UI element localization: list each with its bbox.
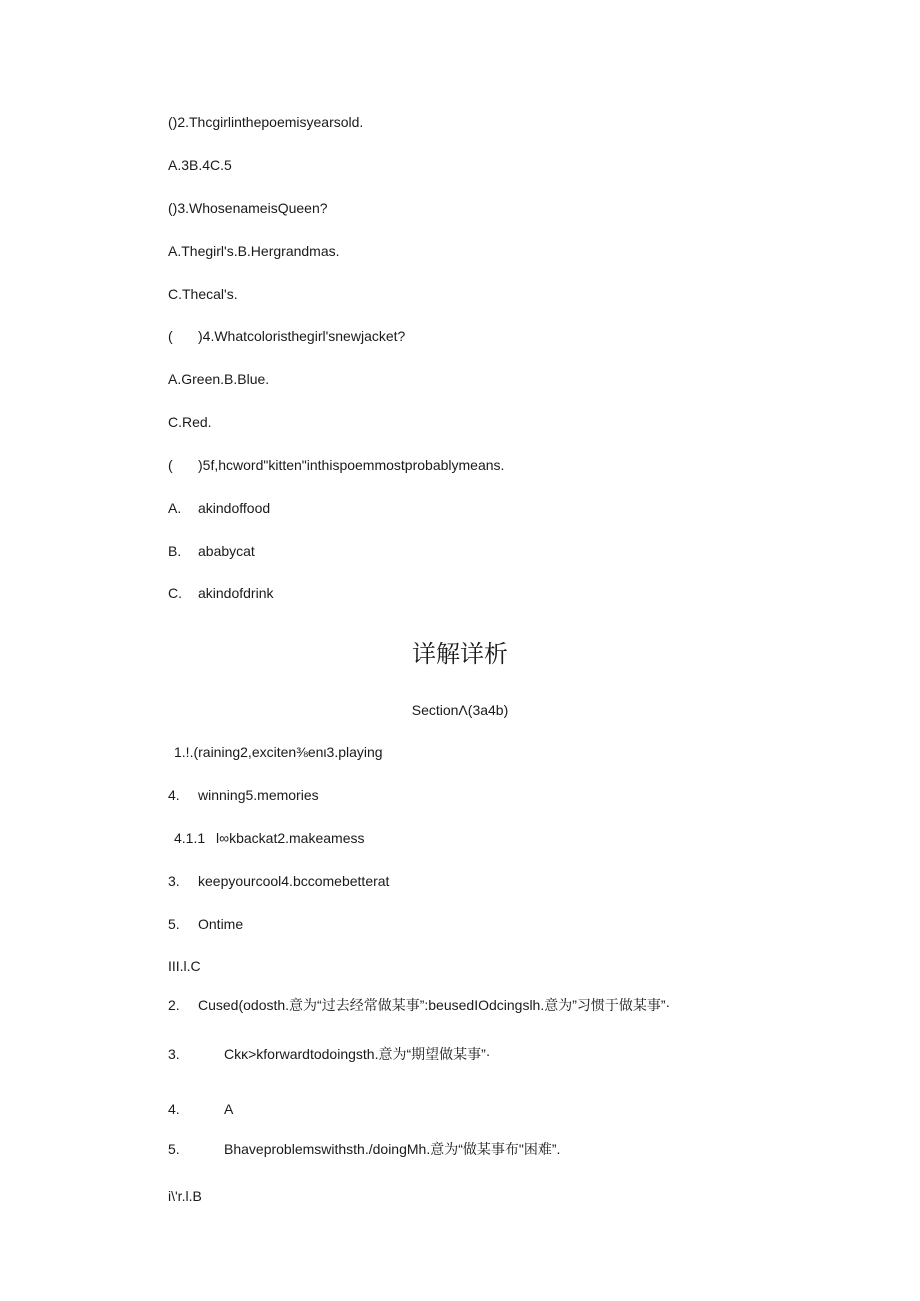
option-text: akindoffood [198,500,271,516]
answer-line [168,915,243,933]
item-number: 4.1.1 [174,830,206,846]
q5-option-c [168,584,274,602]
answer-line [174,829,364,847]
answer-line [168,1100,233,1118]
q3-option-c: C.Thecal's. [168,286,238,302]
q2-stem: ()2.Thcgirlinthepoemisyearsold. [168,114,364,130]
q4-options-ab: A.Green.B.Blue. [168,371,270,387]
option-letter: C. [168,585,182,601]
answer-line [168,996,670,1014]
item-number: 5. [168,916,180,932]
answer-line [168,872,389,890]
item-number: 4. [168,787,180,803]
item-text: Bhaveproblemswithsth./doingMh.意为“做某事布"困难”. [224,1141,561,1157]
item-text: l∞kbackat2.makeamess [216,830,365,846]
item-number: 4. [168,1101,180,1117]
q3-stem: ()3.WhosenameisQueen? [168,200,328,216]
answer-line [168,786,319,804]
item-text: Ontime [198,916,244,932]
item-text: winning5.memories [198,787,319,803]
q3-options-ab: A.Thegirl's.B.Hergrandmas. [168,243,340,259]
q4-stem-row [168,327,405,345]
option-text: ababycat [198,543,255,559]
q5-stem-row [168,456,504,474]
section-heading: SectionΛ(3a4b) [411,702,509,718]
option-text: akindofdrink [198,585,274,601]
item-text: Cused(odosth.意为“过去经常做某事”:beusedIOdcingslh.意为”习惯于做某事”· [198,997,671,1013]
item-text: Ckκ>kforwardtodoingsth.意为“期望做某事”· [224,1046,491,1062]
answer-line: III.l.C [168,958,201,974]
item-text: keepyourcool4.bccomebetterat [198,873,390,889]
q5-option-a [168,499,270,517]
answers-title: 详解详析 [412,640,508,668]
q4-stem: )4.Whatcoloristhegirl'snewjacket? [198,328,406,344]
answer-line: i\'r.l.B [168,1188,202,1204]
q5-stem: )5f,hcword"kitten"inthispoemmostprobablymeans. [198,457,505,473]
q4-paren: ( [168,328,173,344]
option-letter: A. [168,500,182,516]
answer-line: 1.!.(raining2,exciten⅜enι3.playing [174,744,383,760]
q5-option-b [168,542,255,560]
item-number: 3. [168,1046,180,1062]
q2-options: A.3B.4C.5 [168,157,232,173]
q4-option-c: C.Red. [168,414,212,430]
option-letter: B. [168,543,182,559]
q5-paren: ( [168,457,173,473]
item-number: 5. [168,1141,180,1157]
item-text: A [224,1101,234,1117]
item-number: 3. [168,873,180,889]
answer-line [168,1140,560,1158]
answer-line [168,1045,490,1063]
item-number: 2. [168,997,180,1013]
